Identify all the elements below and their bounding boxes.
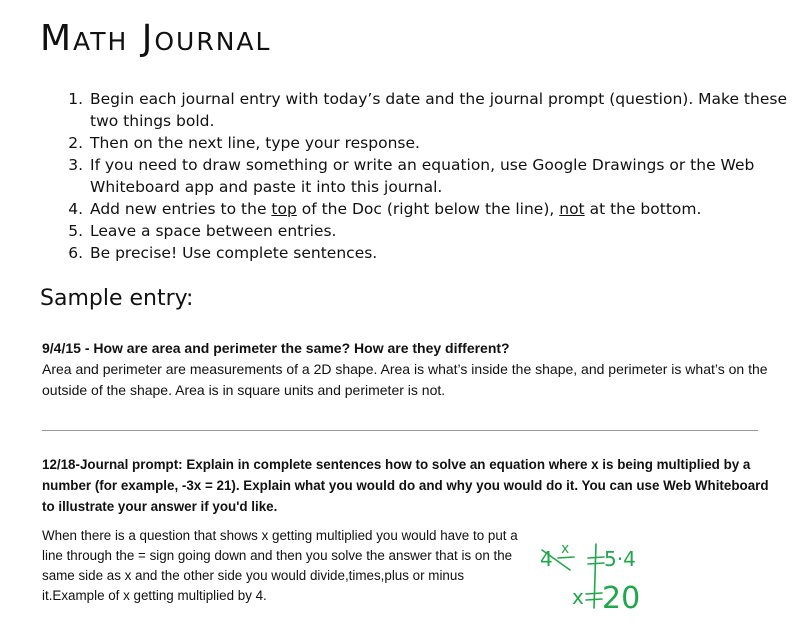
entry-response: When there is a question that shows x getting multiplied you would have to put a line through the = sign going down and then you solve the answer that is on the same side as x and the other side you would divide,times,plus or minus it.Example of x getting multiplied by 4. (42, 528, 518, 603)
sample-prompt: 9/4/15 - How are area and perimeter the same? How are they different? (42, 340, 510, 356)
drawing-vertical-line (594, 544, 596, 608)
instruction-item: 2. Then on the next line, type your response. (88, 132, 798, 154)
drawing-svg (530, 536, 660, 616)
page-title: Math Journal (40, 18, 272, 59)
underlined-top: top (271, 200, 297, 218)
sample-entry (42, 338, 772, 401)
divider-line (42, 430, 758, 431)
sample-response: Area and perimeter are measurements of a 2D shape. Area is what’s inside the shape, and perimeter is what’s on the outside of the shape. Area is in square units and perimeter is not. (42, 361, 768, 398)
instruction-text: at the bottom. (584, 200, 702, 218)
instruction-item: 3. If you need to draw something or write an equation, use Google Drawings or the Web Whiteboard app and paste it into this journal. (88, 154, 798, 198)
drawing-line1-right: 5·4 (604, 547, 636, 571)
drawing-line2-right: 20 (602, 581, 641, 616)
instruction-item: 1. Begin each journal entry with today’s date and the journal prompt (question). Make these two things bold. (88, 88, 798, 132)
instruction-item: 6. Be precise! Use complete sentences. (88, 242, 798, 264)
instruction-text: of the Doc (right below the line), (296, 200, 560, 218)
entry-prompt: 12/18-Journal prompt: Explain in complete sentences how to solve an equation where x is being multiplied by a number (for example, -3x = 21). Explain what you would do and why you would do it. You can use Web Whiteboard to illustrate your answer if you'd like. (42, 457, 769, 514)
instructions-list (60, 88, 798, 264)
drawing-line2-left: x (572, 585, 584, 609)
drawing-line1-x: x (561, 541, 570, 557)
instruction-item: 5. Leave a space between entries. (88, 220, 798, 242)
journal-entry (42, 454, 772, 517)
instruction-item (88, 198, 798, 220)
underlined-not: not (559, 200, 585, 218)
instruction-text: Add new entries to the (90, 200, 272, 218)
whiteboard-drawing (530, 536, 660, 616)
sample-entry-heading: Sample entry: (40, 286, 194, 311)
drawing-line1-left: 4 (540, 547, 553, 571)
drawing-fraction-bar (558, 557, 574, 558)
